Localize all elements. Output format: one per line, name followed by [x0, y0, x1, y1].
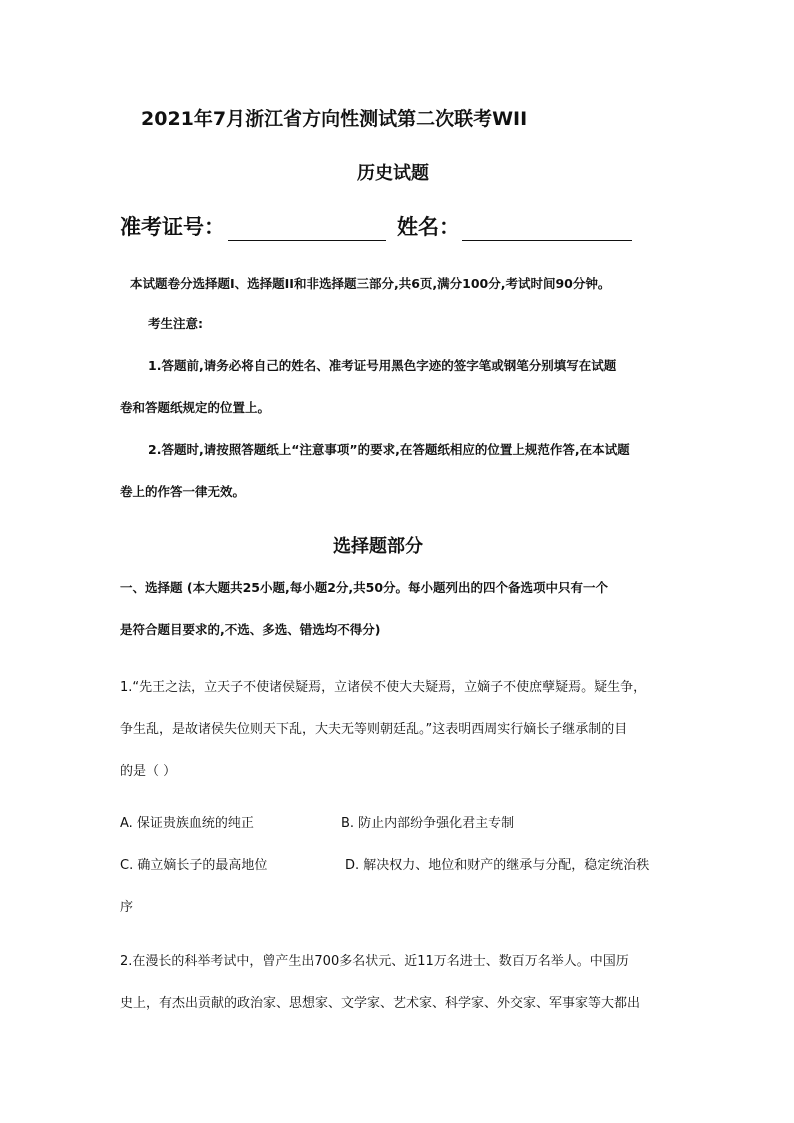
question-1-option-b[interactable]: B. 防止内部纷争强化君主专制 — [341, 816, 515, 831]
part1-instructions-line-2: 是符合题目要求的,不选、多选、错选均不得分) — [120, 622, 381, 637]
subject-title: 历史试题 — [357, 163, 429, 184]
notice-item-2-line-1: 2.答题时,请按照答题纸上“注意事项”的要求,在答题纸相应的位置上规范作答,在本试题 — [148, 442, 630, 457]
question-1-option-d[interactable]: D. 解决权力、地位和财产的继承与分配，稳定统治秩 — [345, 858, 650, 873]
question-1-line-1: 1.“先王之法，立天子不使诸侯疑焉，立诸侯不使大夫疑焉，立嫡子不使庶孽疑焉。疑生争， — [120, 680, 647, 695]
question-1-line-3: 的是（ ） — [120, 764, 177, 779]
part1-instructions-line-1: 一、选择题 (本大题共25小题,每小题2分,共50分。每小题列出的四个备选项中只有一个 — [120, 580, 609, 595]
question-1-line-2: 争生乱，是故诸侯失位则天下乱，大夫无等则朝廷乱。”这表明西周实行嫡长子继承制的目 — [120, 722, 628, 737]
question-2-line-2: 史上，有杰出贡献的政治家、思想家、文学家、艺术家、科学家、外交家、军事家等大都出 — [120, 996, 641, 1011]
question-1-option-d-continued: 序 — [120, 900, 134, 915]
question-1-option-c[interactable]: C. 确立嫡长子的最高地位 — [120, 858, 268, 873]
notice-title: 考生注意: — [148, 316, 203, 331]
exam-title: 2021年7月浙江省方向性测试第二次联考WII — [141, 108, 528, 130]
name-label: 姓名： — [397, 215, 460, 239]
question-2-line-1: 2.在漫长的科举考试中，曾产生出700多名状元、近11万名进士、数百万名举人。中国历 — [120, 954, 629, 969]
exam-id-blank[interactable] — [228, 240, 386, 241]
notice-item-1-line-1: 1.答题前,请务必将自己的姓名、准考证号用黑色字迹的签字笔或钢笔分别填写在试题 — [148, 358, 617, 373]
notice-item-1-line-2: 卷和答题纸规定的位置上。 — [120, 400, 271, 415]
exam-id-label: 准考证号： — [120, 215, 225, 239]
instructions-intro: 本试题卷分选择题I、选择题II和非选择题三部分,共6页,满分100分,考试时间90分钟。 — [130, 276, 611, 291]
notice-item-2-line-2: 卷上的作答一律无效。 — [120, 484, 246, 499]
question-1-option-a[interactable]: A. 保证贵族血统的纯正 — [120, 816, 254, 831]
section-heading: 选择题部分 — [333, 536, 423, 557]
name-blank[interactable] — [462, 240, 632, 241]
